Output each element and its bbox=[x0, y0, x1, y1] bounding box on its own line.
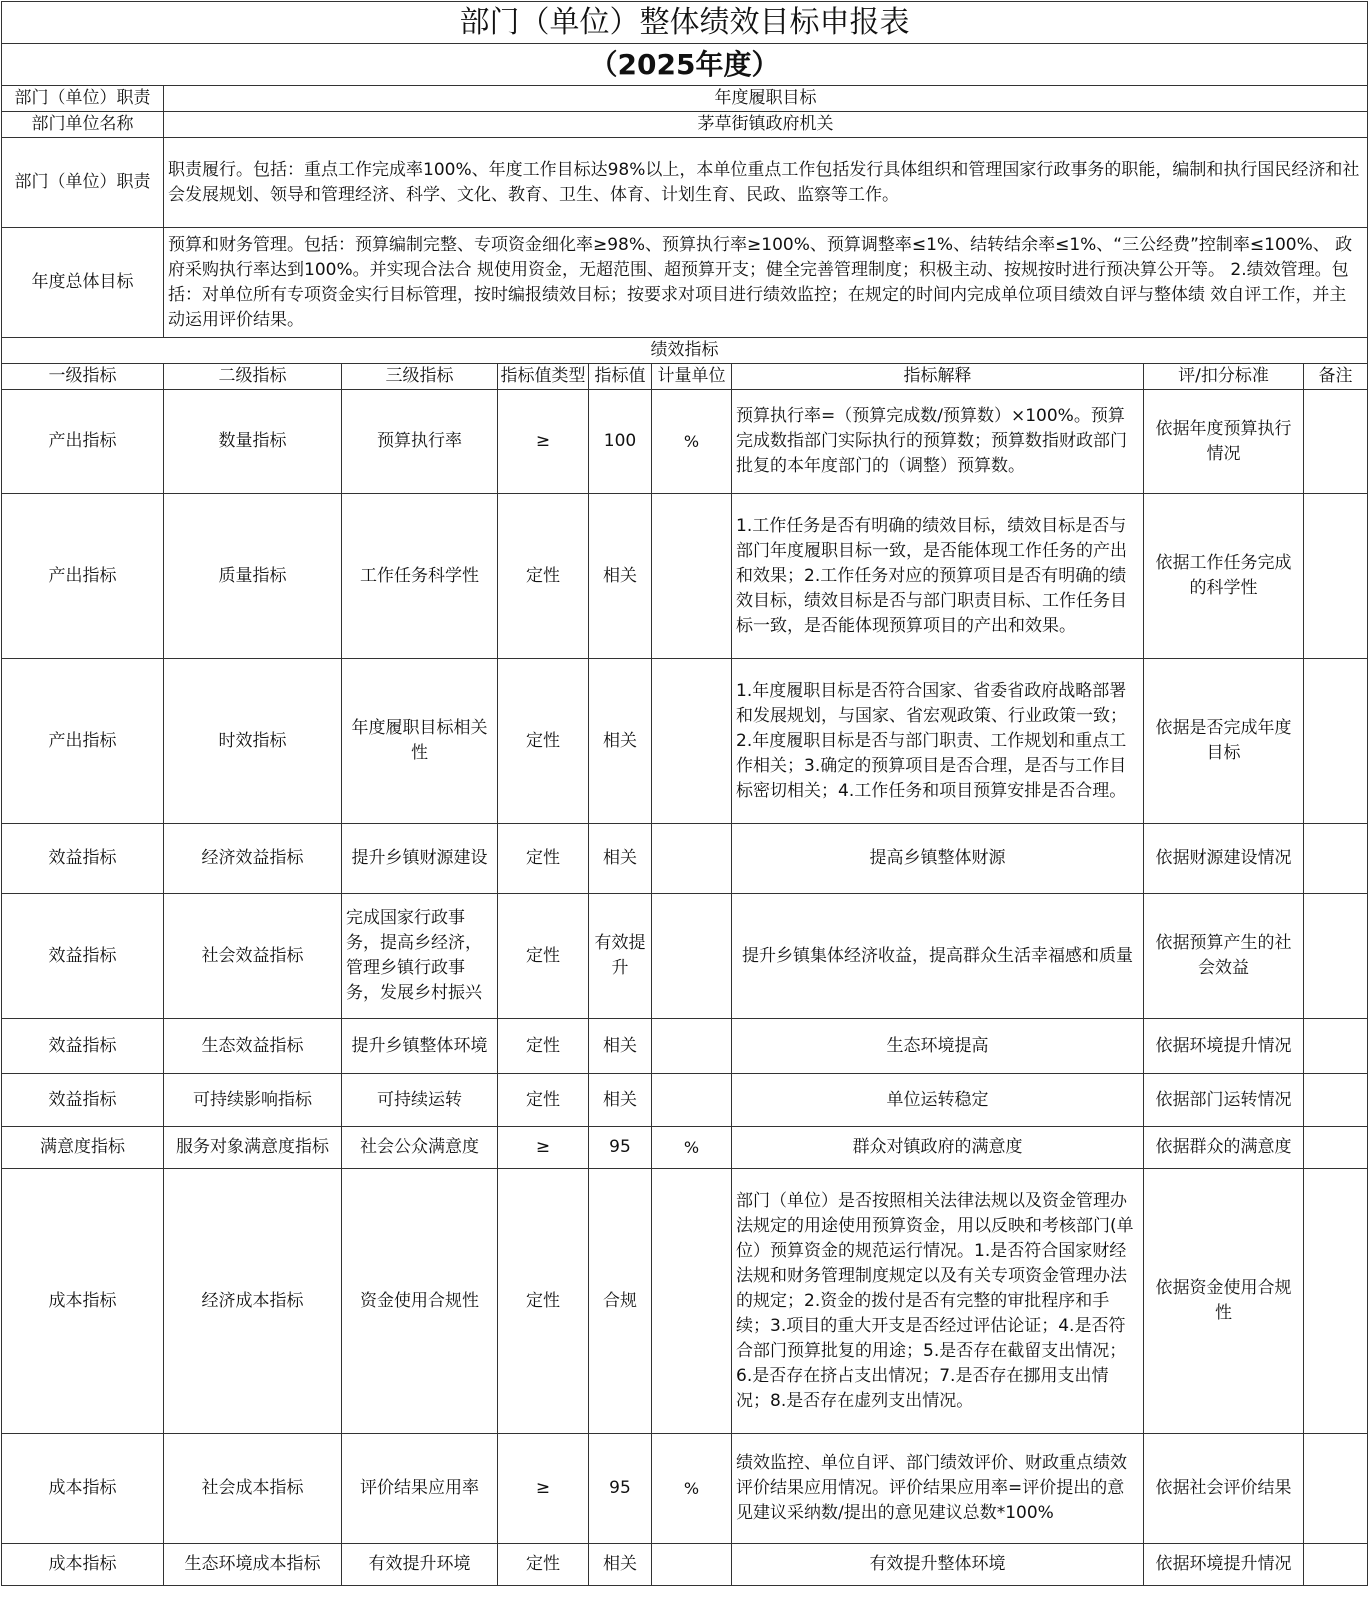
table-row bbox=[2, 659, 1368, 824]
level2-cell: 生态环境成本指标 bbox=[164, 1544, 342, 1586]
level1-cell: 效益指标 bbox=[2, 894, 164, 1019]
level3-cell: 有效提升环境 bbox=[342, 1544, 498, 1586]
level1-cell: 成本指标 bbox=[2, 1544, 164, 1586]
level2-cell: 经济效益指标 bbox=[164, 824, 342, 894]
explanation-cell: 部门（单位）是否按照相关法律法规以及资金管理办法规定的用途使用预算资金，用以反映和考核部门(单位）预算资金的规范运行情况。1.是否符合国家财经法规和财务管理制度规定以及有关专项资金管理办法的规定；2.资金的拨付是否有完整的审批程序和手续；3.项目的重大开支是否经过评估论证；4.是否符合部门预算批复的用途；5.是否存在截留支出情况；6.是否存在挤占支出情况；7.是否存在挪用支出情况；8.是否存在虚列支出情况。 bbox=[732, 1169, 1144, 1434]
value-cell: 相关 bbox=[589, 659, 652, 824]
performance-target-table bbox=[1, 1, 1368, 1586]
level1-cell: 产出指标 bbox=[2, 659, 164, 824]
explanation-cell: 单位运转稳定 bbox=[732, 1074, 1144, 1127]
level2-cell: 服务对象满意度指标 bbox=[164, 1127, 342, 1169]
table-row bbox=[2, 824, 1368, 894]
level3-cell: 提升乡镇整体环境 bbox=[342, 1019, 498, 1074]
value-type-cell: 定性 bbox=[498, 894, 589, 1019]
level1-cell: 效益指标 bbox=[2, 1074, 164, 1127]
column-header: 计量单位 bbox=[652, 364, 732, 390]
value-cell: 有效提升 bbox=[589, 894, 652, 1019]
column-header: 三级指标 bbox=[342, 364, 498, 390]
unit-name-value: 茅草街镇政府机关 bbox=[164, 112, 1368, 138]
explanation-cell: 1.年度履职目标是否符合国家、省委省政府战略部署和发展规划，与国家、省宏观政策、行业政策一致；2.年度履职目标是否与部门职责、工作规划和重点工作相关；3.确定的预算项目是否合理，是否与工作目标密切相关；4.工作任务和项目预算安排是否合理。 bbox=[732, 659, 1144, 824]
unit-cell: % bbox=[652, 1434, 732, 1544]
note-cell bbox=[1304, 1074, 1368, 1127]
value-cell: 相关 bbox=[589, 1544, 652, 1586]
level2-cell: 经济成本指标 bbox=[164, 1169, 342, 1434]
level1-cell: 产出指标 bbox=[2, 494, 164, 659]
value-cell: 相关 bbox=[589, 494, 652, 659]
explanation-cell: 提高乡镇整体财源 bbox=[732, 824, 1144, 894]
level1-cell: 成本指标 bbox=[2, 1434, 164, 1544]
unit-cell bbox=[652, 1074, 732, 1127]
note-cell bbox=[1304, 824, 1368, 894]
level1-cell: 产出指标 bbox=[2, 390, 164, 494]
level3-cell: 评价结果应用率 bbox=[342, 1434, 498, 1544]
level2-cell: 数量指标 bbox=[164, 390, 342, 494]
standard-cell: 依据群众的满意度 bbox=[1144, 1127, 1304, 1169]
level1-cell: 效益指标 bbox=[2, 824, 164, 894]
unit-cell bbox=[652, 659, 732, 824]
explanation-cell: 预算执行率=（预算完成数/预算数）×100%。预算完成数指部门实际执行的预算数；预算数指财政部门批复的本年度部门的（调整）预算数。 bbox=[732, 390, 1144, 494]
standard-cell: 依据工作任务完成的科学性 bbox=[1144, 494, 1304, 659]
level2-cell: 可持续影响指标 bbox=[164, 1074, 342, 1127]
value-cell: 相关 bbox=[589, 824, 652, 894]
level3-cell: 完成国家行政事务，提高乡经济，管理乡镇行政事务，发展乡村振兴 bbox=[342, 894, 498, 1019]
level3-cell: 提升乡镇财源建设 bbox=[342, 824, 498, 894]
value-type-cell: 定性 bbox=[498, 1019, 589, 1074]
level1-cell: 效益指标 bbox=[2, 1019, 164, 1074]
note-cell bbox=[1304, 1127, 1368, 1169]
level3-cell: 预算执行率 bbox=[342, 390, 498, 494]
table-row bbox=[2, 390, 1368, 494]
note-cell bbox=[1304, 659, 1368, 824]
note-cell bbox=[1304, 1019, 1368, 1074]
level2-cell: 社会成本指标 bbox=[164, 1434, 342, 1544]
unit-cell bbox=[652, 1169, 732, 1434]
standard-cell: 依据是否完成年度目标 bbox=[1144, 659, 1304, 824]
column-header: 指标值 bbox=[589, 364, 652, 390]
standard-cell: 依据社会评价结果 bbox=[1144, 1434, 1304, 1544]
value-cell: 95 bbox=[589, 1127, 652, 1169]
annual-goal-label: 年度总体目标 bbox=[2, 228, 164, 338]
explanation-cell: 有效提升整体环境 bbox=[732, 1544, 1144, 1586]
level2-cell: 生态效益指标 bbox=[164, 1019, 342, 1074]
note-cell bbox=[1304, 1544, 1368, 1586]
explanation-cell: 群众对镇政府的满意度 bbox=[732, 1127, 1144, 1169]
table-row bbox=[2, 494, 1368, 659]
explanation-cell: 绩效监控、单位自评、部门绩效评价、财政重点绩效评价结果应用情况。评价结果应用率=评价提出的意见建议采纳数/提出的意见建议总数*100% bbox=[732, 1434, 1144, 1544]
value-type-cell: 定性 bbox=[498, 824, 589, 894]
standard-cell: 依据财源建设情况 bbox=[1144, 824, 1304, 894]
value-type-cell: 定性 bbox=[498, 1169, 589, 1434]
value-type-cell: ≥ bbox=[498, 390, 589, 494]
level2-cell: 时效指标 bbox=[164, 659, 342, 824]
section-title: 绩效指标 bbox=[2, 338, 1368, 364]
table-row bbox=[2, 1019, 1368, 1074]
standard-cell: 依据环境提升情况 bbox=[1144, 1544, 1304, 1586]
explanation-cell: 生态环境提高 bbox=[732, 1019, 1144, 1074]
column-header: 二级指标 bbox=[164, 364, 342, 390]
value-type-cell: 定性 bbox=[498, 494, 589, 659]
value-cell: 合规 bbox=[589, 1169, 652, 1434]
column-header: 一级指标 bbox=[2, 364, 164, 390]
level2-cell: 社会效益指标 bbox=[164, 894, 342, 1019]
note-cell bbox=[1304, 894, 1368, 1019]
unit-cell bbox=[652, 1019, 732, 1074]
value-cell: 相关 bbox=[589, 1019, 652, 1074]
value-type-cell: 定性 bbox=[498, 1074, 589, 1127]
table-row bbox=[2, 894, 1368, 1019]
explanation-cell: 提升乡镇集体经济收益，提高群众生活幸福感和质量 bbox=[732, 894, 1144, 1019]
unit-name-label: 部门单位名称 bbox=[2, 112, 164, 138]
standard-cell: 依据资金使用合规性 bbox=[1144, 1169, 1304, 1434]
page-title: 部门（单位）整体绩效目标申报表 bbox=[2, 2, 1368, 44]
unit-cell bbox=[652, 824, 732, 894]
column-header: 指标解释 bbox=[732, 364, 1144, 390]
standard-cell: 依据环境提升情况 bbox=[1144, 1019, 1304, 1074]
duty-text: 职责履行。包括：重点工作完成率100%、年度工作目标达98%以上，本单位重点工作包括发行具体组织和管理国家行政事务的职能，编制和执行国民经济和社会发展规划、领导和管理经济、科学、文化、教育、卫生、体育、计划生育、民政、监察等工作。 bbox=[164, 138, 1368, 228]
unit-cell bbox=[652, 894, 732, 1019]
header-annual-goal: 年度履职目标 bbox=[164, 86, 1368, 112]
explanation-cell: 1.工作任务是否有明确的绩效目标，绩效目标是否与部门年度履职目标一致，是否能体现工作任务的产出和效果；2.工作任务对应的预算项目是否有明确的绩效目标，绩效目标是否与部门职责目标、工作任务目标一致，是否能体现预算项目的产出和效果。 bbox=[732, 494, 1144, 659]
table-row bbox=[2, 1434, 1368, 1544]
note-cell bbox=[1304, 494, 1368, 659]
value-type-cell: 定性 bbox=[498, 1544, 589, 1586]
annual-goal-text: 预算和财务管理。包括：预算编制完整、专项资金细化率≥98%、预算执行率≥100%、预算调整率≤1%、结转结余率≤1%、“三公经费”控制率≤100%、 政府采购执行率达到100%。并实现合法合 规使用资金，无超范围、超预算开支；健全完善管理制度；积极主动、按规按时进行预决算公开等。 2.绩效管理。包括：对单位所有专项资金实行目标管理，按时编报绩效目标；按要求对项目进行绩效监控；在规定的时间内完成单位项目绩效自评与整体绩 效自评工作，并主动运用评价结果。 bbox=[164, 228, 1368, 338]
table-row bbox=[2, 1169, 1368, 1434]
level1-cell: 成本指标 bbox=[2, 1169, 164, 1434]
unit-cell bbox=[652, 494, 732, 659]
value-type-cell: 定性 bbox=[498, 659, 589, 824]
standard-cell: 依据部门运转情况 bbox=[1144, 1074, 1304, 1127]
unit-cell: % bbox=[652, 1127, 732, 1169]
level3-cell: 可持续运转 bbox=[342, 1074, 498, 1127]
unit-cell bbox=[652, 1544, 732, 1586]
column-header: 评/扣分标准 bbox=[1144, 364, 1304, 390]
value-cell: 100 bbox=[589, 390, 652, 494]
value-type-cell: ≥ bbox=[498, 1434, 589, 1544]
note-cell bbox=[1304, 390, 1368, 494]
column-header: 指标值类型 bbox=[498, 364, 589, 390]
standard-cell: 依据年度预算执行情况 bbox=[1144, 390, 1304, 494]
level3-cell: 工作任务科学性 bbox=[342, 494, 498, 659]
year-subtitle: （2025年度） bbox=[2, 44, 1368, 86]
note-cell bbox=[1304, 1434, 1368, 1544]
note-cell bbox=[1304, 1169, 1368, 1434]
table-row bbox=[2, 1544, 1368, 1586]
value-type-cell: ≥ bbox=[498, 1127, 589, 1169]
level3-cell: 社会公众满意度 bbox=[342, 1127, 498, 1169]
standard-cell: 依据预算产生的社会效益 bbox=[1144, 894, 1304, 1019]
value-cell: 相关 bbox=[589, 1074, 652, 1127]
level1-cell: 满意度指标 bbox=[2, 1127, 164, 1169]
level2-cell: 质量指标 bbox=[164, 494, 342, 659]
table-row bbox=[2, 1074, 1368, 1127]
column-header-row bbox=[2, 364, 1368, 390]
unit-cell: % bbox=[652, 390, 732, 494]
header-duty-label: 部门（单位）职责 bbox=[2, 86, 164, 112]
level3-cell: 年度履职目标相关性 bbox=[342, 659, 498, 824]
duty-label: 部门（单位）职责 bbox=[2, 138, 164, 228]
column-header: 备注 bbox=[1304, 364, 1368, 390]
table-row bbox=[2, 1127, 1368, 1169]
value-cell: 95 bbox=[589, 1434, 652, 1544]
level3-cell: 资金使用合规性 bbox=[342, 1169, 498, 1434]
